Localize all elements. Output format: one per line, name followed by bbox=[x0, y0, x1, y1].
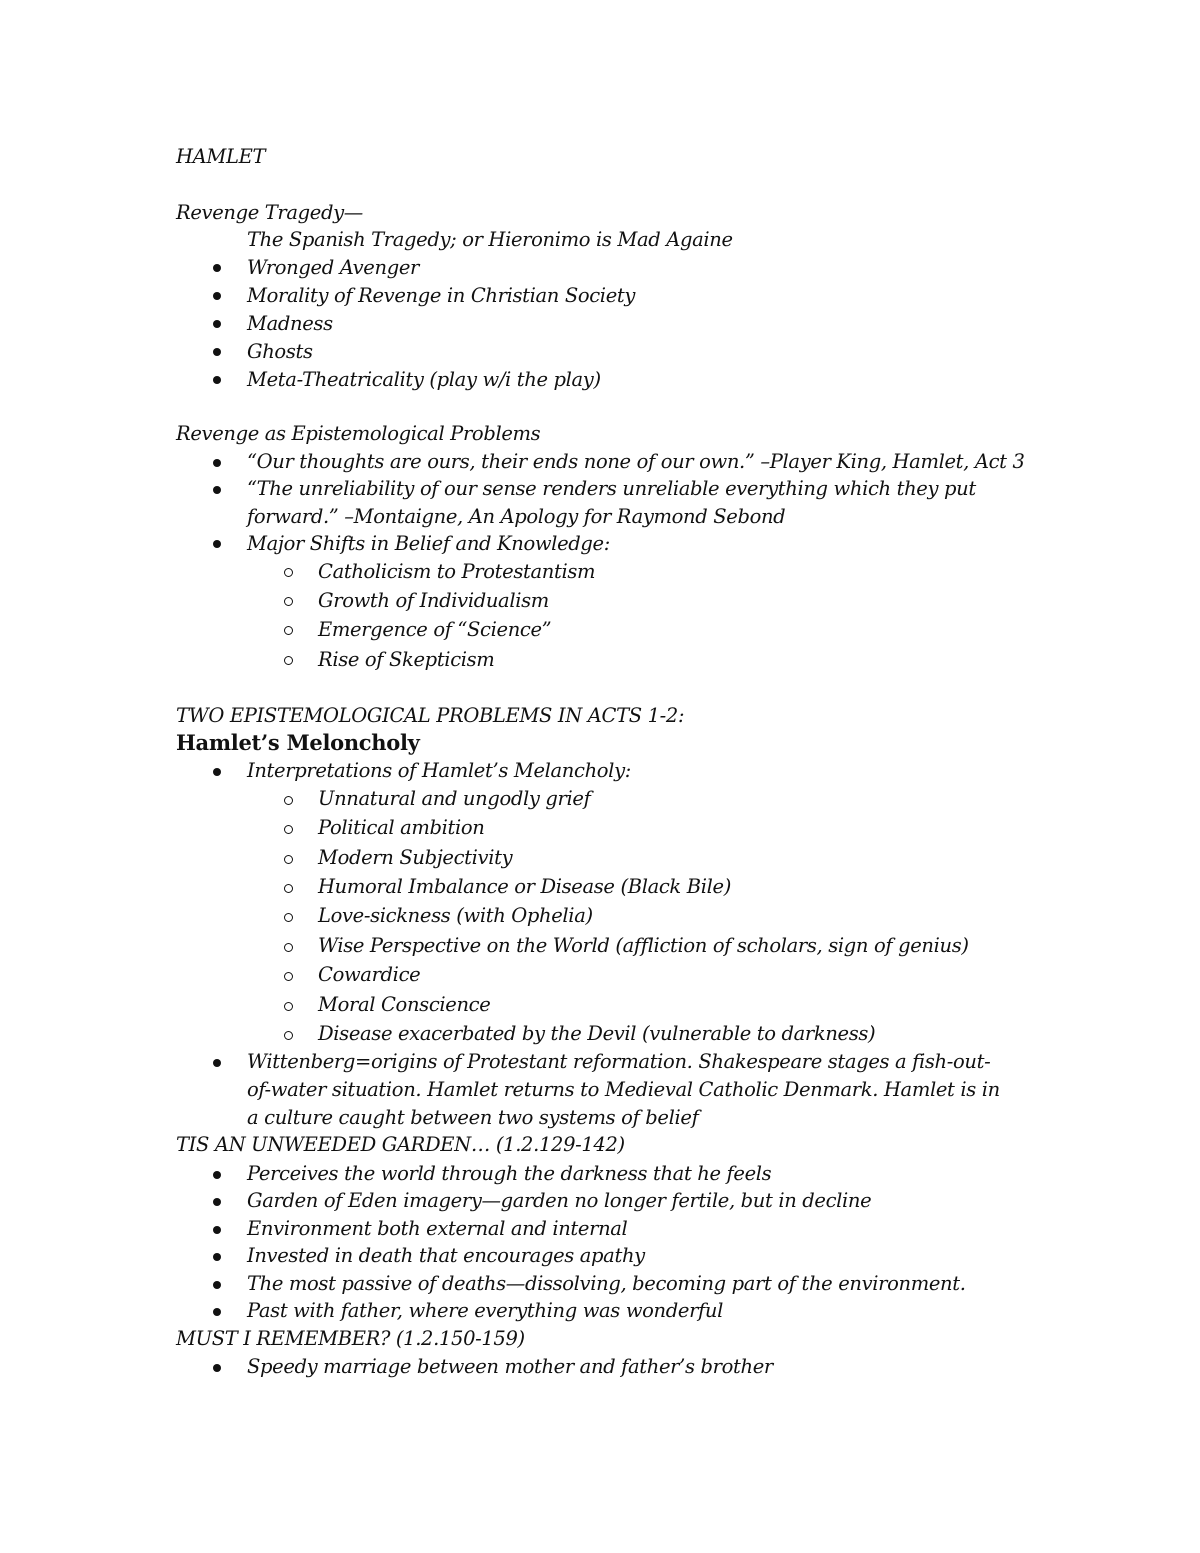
sub-list-item: Emergence of “Science” bbox=[318, 618, 552, 641]
section-heading-must-i-remember: MUST I REMEMBER? (1.2.150-159) bbox=[176, 1327, 525, 1350]
circle-bullet-icon bbox=[284, 855, 293, 864]
circle-bullet-icon bbox=[284, 972, 293, 981]
circle-bullet-icon bbox=[284, 884, 293, 893]
section-heading-unweeded-garden: TIS AN UNWEEDED GARDEN… (1.2.129-142) bbox=[176, 1133, 625, 1156]
list-item: Speedy marriage between mother and father’s brother bbox=[247, 1355, 773, 1378]
bullet-icon bbox=[213, 1171, 221, 1179]
circle-bullet-icon bbox=[284, 943, 293, 952]
bullet-icon bbox=[213, 292, 221, 300]
sub-list-item: Wise Perspective on the World (affliction of scholars, sign of genius) bbox=[318, 934, 969, 957]
circle-bullet-icon bbox=[284, 626, 293, 635]
bullet-icon bbox=[213, 1308, 221, 1316]
circle-bullet-icon bbox=[284, 825, 293, 834]
list-item: Wronged Avenger bbox=[247, 256, 419, 279]
list-item: Interpretations of Hamlet’s Melancholy: bbox=[247, 759, 631, 782]
sub-list-item: Humoral Imbalance or Disease (Black Bile) bbox=[318, 875, 731, 898]
list-item-continuation: forward.” –Montaigne, An Apology for Raymond Sebond bbox=[247, 505, 786, 528]
list-item: “The unreliability of our sense renders unreliable everything which they put bbox=[247, 477, 976, 500]
circle-bullet-icon bbox=[284, 913, 293, 922]
list-item: Major Shifts in Belief and Knowledge: bbox=[247, 532, 610, 555]
sub-list-item: Modern Subjectivity bbox=[318, 846, 513, 869]
sub-list-item: Cowardice bbox=[318, 963, 421, 986]
bullet-icon bbox=[213, 1364, 221, 1372]
list-item: Garden of Eden imagery—garden no longer fertile, but in decline bbox=[247, 1189, 872, 1212]
sub-list-item: Catholicism to Protestantism bbox=[318, 560, 596, 583]
bullet-icon bbox=[213, 320, 221, 328]
list-item: Perceives the world through the darkness that he feels bbox=[247, 1162, 772, 1185]
list-item-continuation: of-water situation. Hamlet returns to Medieval Catholic Denmark. Hamlet is in bbox=[247, 1078, 1000, 1101]
list-item: Wittenberg=origins of Protestant reformation. Shakespeare stages a fish-out- bbox=[247, 1050, 991, 1073]
sub-list-item: Growth of Individualism bbox=[318, 589, 549, 612]
list-item: Ghosts bbox=[247, 340, 313, 363]
sub-list-item: Unnatural and ungodly grief bbox=[318, 787, 591, 810]
list-item: “Our thoughts are ours, their ends none of our own.” –Player King, Hamlet, Act 3 bbox=[247, 450, 1025, 473]
list-item: Morality of Revenge in Christian Society bbox=[247, 284, 636, 307]
bullet-icon bbox=[213, 1059, 221, 1067]
circle-bullet-icon bbox=[284, 1002, 293, 1011]
bold-heading-melancholy: Hamlet’s Meloncholy bbox=[176, 730, 420, 755]
circle-bullet-icon bbox=[284, 568, 293, 577]
sub-list-item: Political ambition bbox=[318, 816, 485, 839]
list-item: Environment both external and internal bbox=[247, 1217, 628, 1240]
doc-title: HAMLET bbox=[176, 145, 266, 168]
section-heading-two-problems: TWO EPISTEMOLOGICAL PROBLEMS IN ACTS 1-2: bbox=[176, 704, 685, 727]
list-item: The most passive of deaths—dissolving, becoming part of the environment. bbox=[247, 1272, 966, 1295]
circle-bullet-icon bbox=[284, 656, 293, 665]
sub-list-item: Love-sickness (with Ophelia) bbox=[318, 904, 593, 927]
sub-list-item: Rise of Skepticism bbox=[318, 648, 495, 671]
sub-line-spanish-tragedy: The Spanish Tragedy; or Hieronimo is Mad Againe bbox=[247, 228, 733, 251]
section-heading-epistemological: Revenge as Epistemological Problems bbox=[176, 422, 541, 445]
bullet-icon bbox=[213, 1198, 221, 1206]
bullet-icon bbox=[213, 459, 221, 467]
list-item-continuation: a culture caught between two systems of belief bbox=[247, 1106, 699, 1129]
bullet-icon bbox=[213, 1281, 221, 1289]
sub-list-item: Disease exacerbated by the Devil (vulnerable to darkness) bbox=[318, 1022, 876, 1045]
section-heading-revenge-tragedy: Revenge Tragedy— bbox=[176, 201, 363, 224]
circle-bullet-icon bbox=[284, 796, 293, 805]
bullet-icon bbox=[213, 540, 221, 548]
bullet-icon bbox=[213, 376, 221, 384]
circle-bullet-icon bbox=[284, 1031, 293, 1040]
bullet-icon bbox=[213, 348, 221, 356]
bullet-icon bbox=[213, 486, 221, 494]
list-item: Meta-Theatricality (play w/i the play) bbox=[247, 368, 601, 391]
bullet-icon bbox=[213, 768, 221, 776]
list-item: Past with father, where everything was wonderful bbox=[247, 1299, 724, 1322]
bullet-icon bbox=[213, 1253, 221, 1261]
list-item: Madness bbox=[247, 312, 333, 335]
list-item: Invested in death that encourages apathy bbox=[247, 1244, 645, 1267]
sub-list-item: Moral Conscience bbox=[318, 993, 491, 1016]
circle-bullet-icon bbox=[284, 597, 293, 606]
bullet-icon bbox=[213, 1226, 221, 1234]
bullet-icon bbox=[213, 264, 221, 272]
